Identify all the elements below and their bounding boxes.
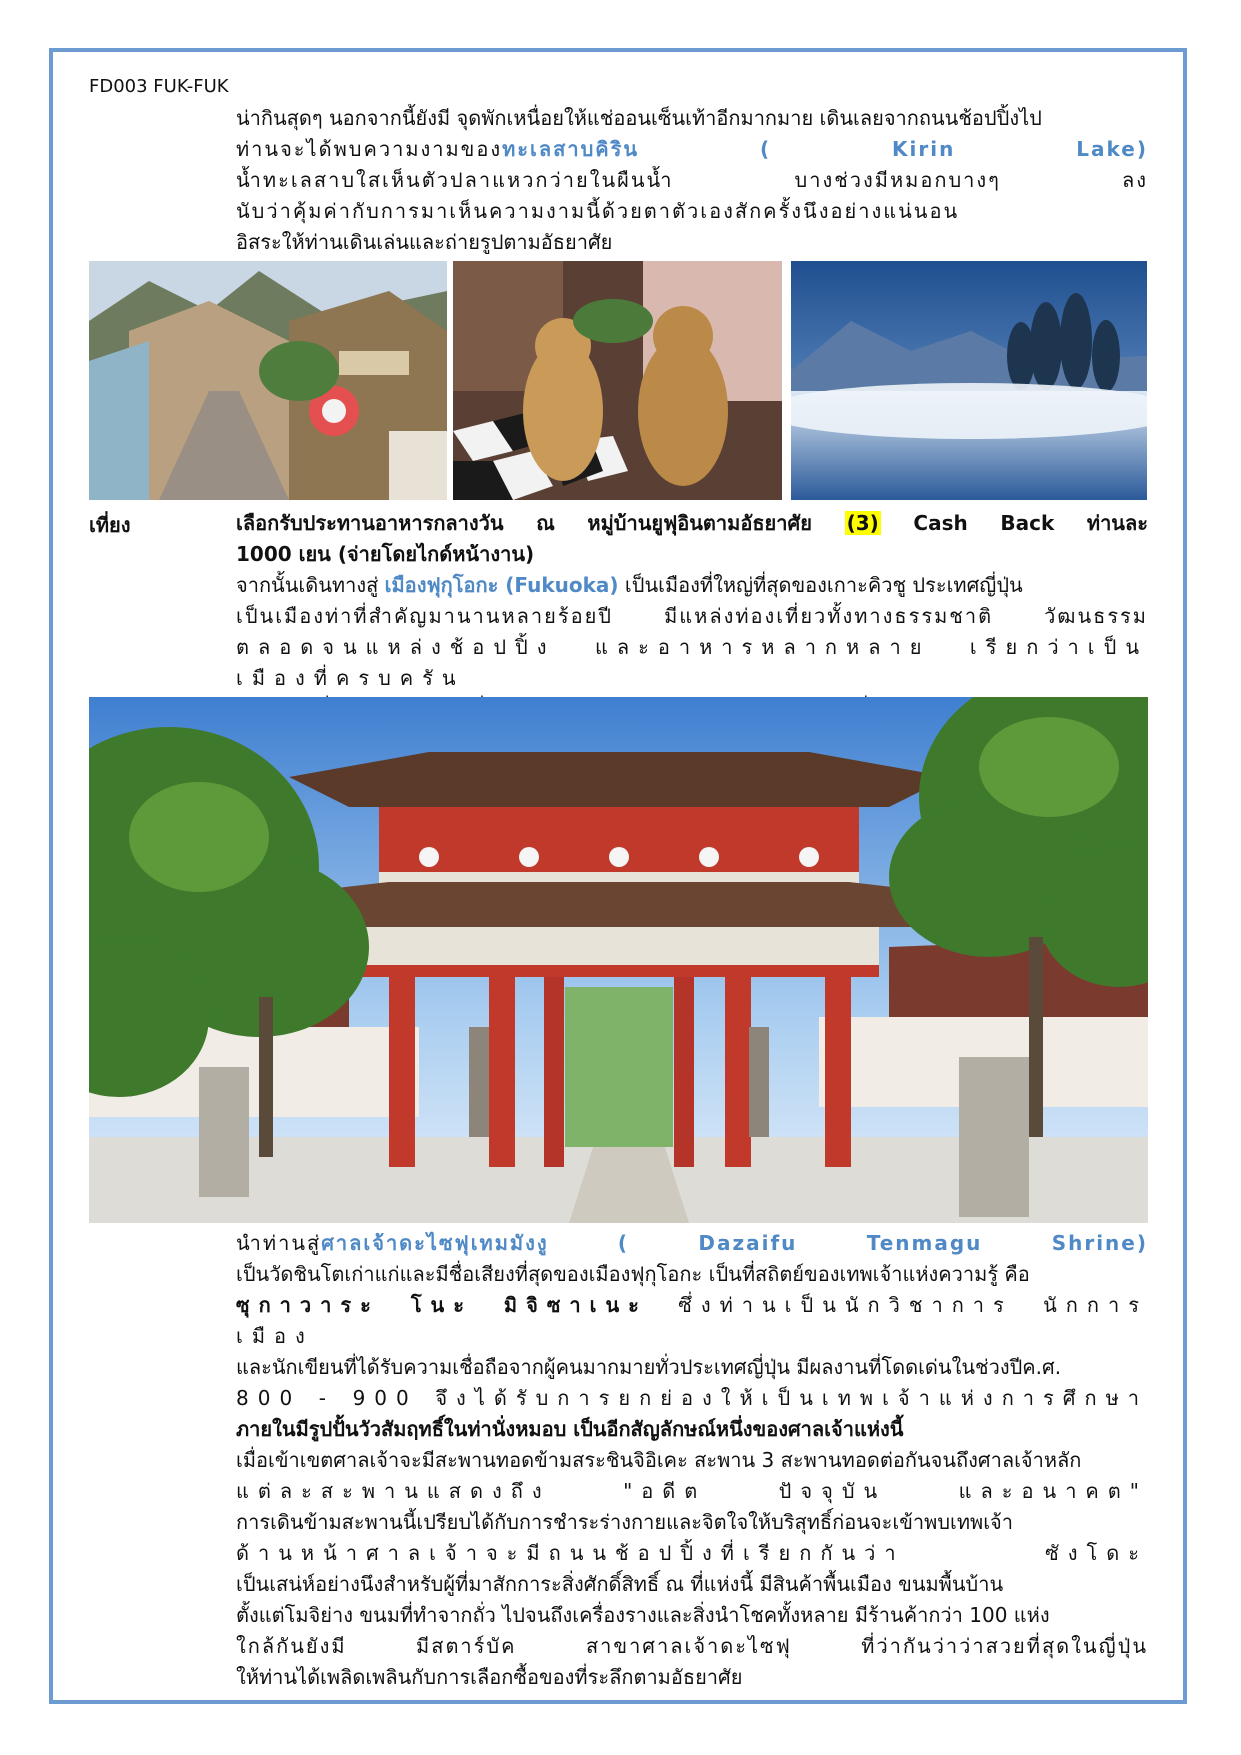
michizane-name: ซุกาวาระ โนะ มิจิซาเนะ: [236, 1293, 648, 1317]
dazaifu-line-3: [236, 1290, 1148, 1352]
kirin-lake-photo: [791, 261, 1147, 500]
intro-paragraph: [236, 103, 1148, 258]
intro-line-1: น่ากินสุดๆ นอกจากนี้ยังมี จุดพักเหนื่อยให้แช่ออนเซ็นเท้าอีกมากมาย เดินเลยจากถนนช้อปปิ้งไป: [236, 106, 1042, 130]
lunch-line-1: [236, 508, 1148, 539]
dazaifu-line-10: ด้านหน้าศาลเจ้าจะมีถนนช้อปปิ้งที่เรียกกันว่า ซังโดะ: [236, 1541, 1148, 1565]
fukuoka-link: เมืองฟุกุโอกะ (Fukuoka): [384, 573, 619, 597]
lunch-text: เลือกรับประทานอาหารกลางวัน ณ หมู่บ้านยูฟุอินตามอัธยาศัย: [236, 511, 812, 535]
cat-cafe-photo: [453, 261, 782, 500]
dazaifu-line-12: ตั้งแต่โมจิย่าง ขนมที่ทำจากถั่ว ไปจนถึงเครื่องรางและสิ่งนำโชคทั้งหลาย มีร้านค้ากว่า 100 แห่ง: [236, 1603, 1050, 1627]
dazaifu-line-4: และนักเขียนที่ได้รับความเชื่อถือจากผู้คนมากมายทั่วประเทศญี่ปุ่น มีผลงานที่โดดเด่นในช่วงปีค.ศ.: [236, 1355, 1062, 1379]
fukuoka-line-2: เป็นเมืองท่าที่สำคัญมานานหลายร้อยปี มีแหล่งท่องเที่ยวทั้งทางธรรมชาติ วัฒนธรรม: [236, 604, 1148, 628]
kirin-lake-link: ทะเลสาบคิริน ( Kirin Lake): [502, 137, 1148, 161]
fukuoka-line-1: [236, 570, 1148, 601]
fukuoka-line-3: ตลอดจนแหล่งช้อปปิ้ง และอาหารหลากหลาย เรียกว่าเป็นเมืองที่ครบครัน: [236, 635, 1148, 690]
dazaifu-shrine-link: ศาลเจ้าดะไซฟุเทมมังงู ( Dazaifu Tenmagu Shrine): [321, 1231, 1148, 1255]
fukuoka-intro-text: จากนั้นเดินทางสู่: [236, 573, 379, 597]
dazaifu-line-6: ภายในมีรูปปั้นวัวสัมฤทธิ์ในท่านั่งหมอบ เป็นอีกสัญลักษณ์หนึ่งของศาลเจ้าแห่งนี้: [236, 1417, 904, 1441]
dazaifu-shrine-photo: [89, 697, 1148, 1223]
intro-line-2-text: ท่านจะได้พบความงามของ: [236, 137, 503, 161]
dazaifu-line-7: เมื่อเข้าเขตศาลเจ้าจะมีสะพานทอดข้ามสระชินจิอิเคะ สะพาน 3 สะพานทอดต่อกันจนถึงศาลเจ้าหลัก: [236, 1448, 1082, 1472]
dazaifu-line-2: เป็นวัดชินโตเก่าแก่และมีชื่อเสียงที่สุดของเมืองฟุกุโอกะ เป็นที่สถิตย์ของเทพเจ้าแห่งความรู้ คือ: [236, 1262, 1030, 1286]
yufuin-street-photo: [89, 261, 447, 500]
dazaifu-line-14: ให้ท่านได้เพลิดเพลินกับการเลือกซื้อของที่ระลึกตามอัธยาศัย: [236, 1665, 743, 1689]
dazaifu-line-5: 800 - 900 จึงได้รับการยกย่องให้เป็นเทพเจ้าแห่งการศึกษา: [236, 1386, 1148, 1410]
dazaifu-line-9: การเดินข้ามสะพานนี้เปรียบได้กับการชำระร่างกายและจิตใจให้บริสุทธิ์ก่อนจะเข้าพบเทพเจ้า: [236, 1510, 1014, 1534]
dazaifu-paragraph: [236, 1228, 1148, 1693]
fukuoka-line-1-rest: เป็นเมืองที่ใหญ่ที่สุดของเกาะคิวชู ประเทศญี่ปุ่น: [624, 573, 1023, 597]
intro-line-3: น้ำทะเลสาบใสเห็นตัวปลาแหวกว่ายในผืนน้ำ บางช่วงมีหมอกบางๆ ลง: [236, 168, 1148, 192]
dazaifu-intro-text: นำท่านสู่: [236, 1231, 322, 1255]
lunch-paragraph: [236, 508, 1148, 570]
dazaifu-line-1: [236, 1228, 1148, 1259]
dazaifu-line-13: ใกล้กันยังมี มีสตาร์บัค สาขาศาลเจ้าดะไซฟุ ที่ว่ากันว่าว่าสวยที่สุดในญี่ปุ่น: [236, 1634, 1148, 1658]
intro-line-2: [236, 134, 1148, 165]
dazaifu-line-3-rest: ซึ่งท่านเป็นนักวิชาการ นักการเมือง: [236, 1293, 1148, 1348]
dazaifu-line-8: แต่ละสะพานแสดงถึง "อดีต ปัจจุบัน และอนาคต": [236, 1479, 1148, 1503]
dazaifu-line-11: เป็นเสน่ห์อย่างนึงสำหรับผู้ที่มาสักการะสิ่งศักดิ์สิทธิ์ ณ ที่แห่งนี้ มีสินค้าพื้นเมือง ขนมพื้นบ้าน: [236, 1572, 1004, 1596]
cashback-badge: (3): [846, 511, 879, 535]
lunch-label: เที่ยง: [89, 513, 131, 537]
intro-line-4: นับว่าคุ้มค่ากับการมาเห็นความงามนี้ด้วยตาตัวเองสักครั้งนึงอย่างแน่นอน: [236, 199, 960, 223]
intro-line-5: อิสระให้ท่านเดินเล่นและถ่ายรูปตามอัธยาศัย: [236, 230, 613, 254]
lunch-line-2: 1000 เยน (จ่ายโดยไกด์หน้างาน): [236, 542, 535, 566]
lunch-cashback-text: Cash Back ท่านละ: [913, 511, 1148, 535]
document-code: FD003 FUK-FUK: [89, 76, 229, 97]
